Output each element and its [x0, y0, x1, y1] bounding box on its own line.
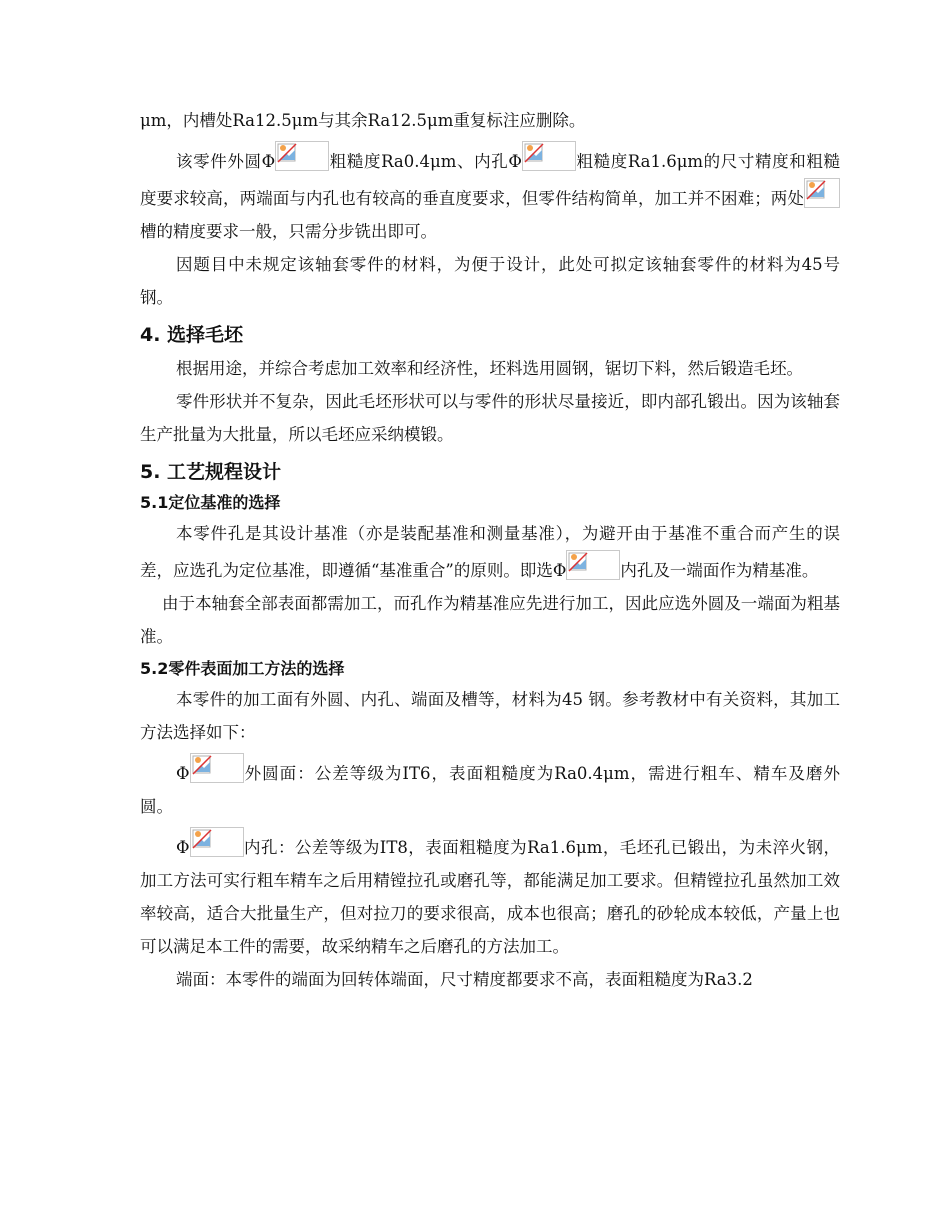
paragraph-6	[140, 517, 840, 587]
broken-image-icon	[804, 178, 840, 208]
document-page	[140, 104, 840, 996]
section-heading-4: 4. 选择毛坯	[140, 324, 244, 346]
paragraph-2-text-c: 粗糙度Ra1.6μm的尺寸精度和粗糙度要求较高，两端面与内孔也有较高的垂直度要求，但零件结构简单，加工并不困难；两处	[140, 152, 841, 208]
paragraph-5: 零件形状并不复杂，因此毛坯形状可以与零件的形状尽量接近，即内部孔锻出。因为该轴套生产批量为大批量，所以毛坯应采纳模锻。	[140, 392, 840, 444]
section-heading-5: 5. 工艺规程设计	[140, 461, 282, 483]
paragraph-2-text-b: 粗糙度Ra0.4μm、内孔Φ	[329, 152, 522, 171]
paragraph-9-text-a: Φ	[176, 764, 190, 783]
paragraph-11: 端面：本零件的端面为回转体端面，尺寸精度都要求不高，表面粗糙度为Ra3.2	[176, 970, 753, 989]
paragraph-2-text-d: 槽的精度要求一般，只需分步铣出即可。	[140, 222, 437, 241]
paragraph-10-text-b: 内孔：公差等级为IT8，表面粗糙度为Ra1.6μm，毛坯孔已锻出，为未淬火钢，加工方法可实行粗车精车之后用精镗拉孔或磨孔等，都能满足加工要求。但精镗拉孔虽然加工效率较高，适合大批量生产，但对拉刀的要求很高，成本也很高；磨孔的砂轮成本较低，产量上也可以满足本工件的需要，故采纳精车之后磨孔的方法加工。	[140, 838, 840, 956]
paragraph-1: μm，内槽处Ra12.5μm与其余Ra12.5μm重复标注应删除。	[140, 111, 586, 130]
broken-image-icon	[566, 550, 620, 580]
subsection-heading-5-1: 5.1定位基准的选择	[140, 493, 281, 512]
paragraph-8: 本零件的加工面有外圆、内孔、端面及槽等，材料为45 钢。参考教材中有关资料，其加工方法选择如下：	[140, 690, 840, 742]
broken-image-icon	[190, 827, 244, 857]
paragraph-10-text-a: Φ	[176, 838, 190, 857]
paragraph-2-text-a: 该零件外圆Φ	[176, 152, 276, 171]
broken-image-icon	[522, 141, 576, 171]
paragraph-3: 因题目中未规定该轴套零件的材料，为便于设计，此处可拟定该轴套零件的材料为45号钢。	[140, 255, 840, 307]
paragraph-9	[140, 753, 840, 823]
paragraph-6-text-a: 本零件孔是其设计基准（亦是装配基准和测量基准），为避开由于基准不重合而产生的误差，应选孔为定位基准，即遵循“基准重合”的原则。即选Φ	[140, 524, 840, 580]
paragraph-7: 由于本轴套全部表面都需加工，而孔作为精基准应先进行加工，因此应选外圆及一端面为粗基准。	[140, 594, 840, 646]
paragraph-10	[140, 827, 840, 963]
broken-image-icon	[190, 753, 244, 783]
paragraph-6-text-b: 内孔及一端面作为精基准。	[620, 561, 819, 580]
broken-image-icon	[275, 141, 329, 171]
paragraph-2	[140, 141, 840, 248]
subsection-heading-5-2: 5.2零件表面加工方法的选择	[140, 659, 345, 678]
paragraph-4: 根据用途，并综合考虑加工效率和经济性，坯料选用圆钢，锯切下料，然后锻造毛坯。	[176, 359, 803, 378]
paragraph-9-text-b: 外圆面：公差等级为IT6，表面粗糙度为Ra0.4μm，需进行粗车、精车及磨外圆。	[140, 764, 840, 816]
